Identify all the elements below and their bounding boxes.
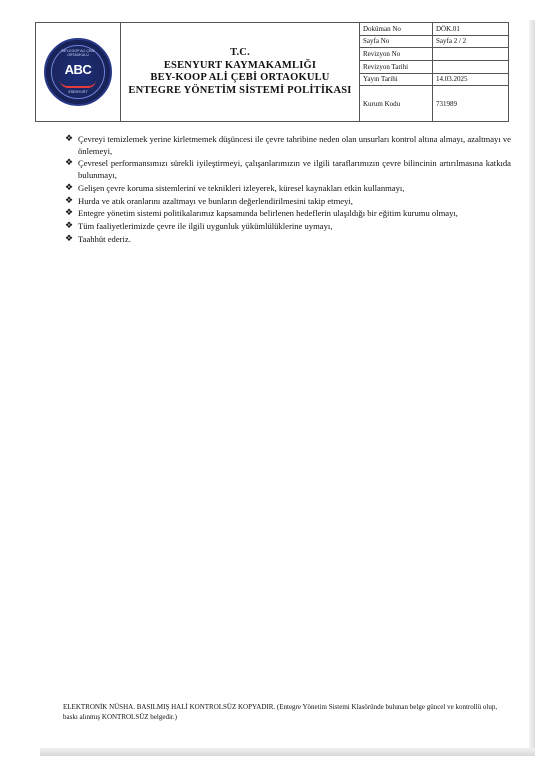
document-meta-table — [360, 23, 508, 121]
list-item-text: Hurda ve atık oranlarını azaltmayı ve bunların değerlendirilmesini takip etmeyi, — [78, 195, 353, 206]
footer-note: ELEKTRONİK NÜSHA. BASILMIŞ HALİ KONTROLSÜZ KOPYADIR. (Entegre Yönetim Sistemi Klasöründe bulunan belge güncel ve kontrollü olup, baskı alınmış KONTROLSÜZ belgedir.) — [63, 703, 498, 721]
list-item — [65, 221, 511, 233]
diamond-bullet-icon: ❖ — [65, 158, 74, 169]
list-item — [65, 183, 511, 195]
logo-top-text: BEY-KOOP ALİ ÇEBİ ORTAOKULU — [61, 49, 95, 57]
meta-key: Kurum Kodu — [360, 86, 433, 121]
meta-key: Revizyon No — [360, 48, 433, 61]
title-cell — [121, 23, 360, 122]
list-item-text: Entegre yönetim sistemi politikalarımız kapsamında belirlenen hedeflerin ulaşıldığı bir eğitim kurumu olmayı, — [78, 208, 458, 219]
school-logo-icon — [44, 38, 112, 106]
meta-key: Yayın Tarihi — [360, 73, 433, 86]
list-item — [65, 196, 511, 208]
list-item — [65, 158, 511, 181]
meta-cell — [360, 23, 509, 122]
diamond-bullet-icon: ❖ — [65, 195, 74, 206]
meta-value: 14.03.2025 — [433, 73, 509, 86]
list-item — [65, 134, 511, 157]
meta-value: DÖK.01 — [433, 23, 509, 35]
list-item-text: Çevreyi temizlemek yerine kirletmemek düşüncesi ile çevre tahribine neden olan unsurları kontrol altına almayı, azaltmayı ve önlemeyi, — [78, 134, 511, 156]
diamond-bullet-icon: ❖ — [65, 221, 74, 232]
meta-key: Doküman No — [360, 23, 433, 35]
document-header-table — [35, 22, 509, 122]
list-item-text: Taahhüt ederiz. — [78, 233, 131, 244]
diamond-bullet-icon: ❖ — [65, 182, 74, 193]
logo-bottom-text: ESENYURT — [68, 90, 88, 94]
title-line-3: BEY-KOOP ALİ ÇEBİ ORTAOKULU — [150, 72, 330, 83]
list-item-text: Gelişen çevre koruma sistemlerini ve teknikleri izleyerek, küresel kaynakları etkin kullanmayı, — [78, 182, 405, 193]
list-item-text: Tüm faaliyetlerimizde çevre ile ilgili uygunluk yükümlülüklerine uymayı, — [78, 221, 333, 232]
diamond-bullet-icon: ❖ — [65, 208, 74, 219]
meta-value — [433, 60, 509, 73]
meta-value — [433, 48, 509, 61]
list-item — [65, 208, 511, 220]
meta-key: Sayfa No — [360, 35, 433, 48]
title-line-1: T.C. — [230, 47, 250, 58]
page-shadow-bottom — [40, 748, 535, 756]
diamond-bullet-icon: ❖ — [65, 233, 74, 244]
list-item — [65, 234, 511, 246]
title-line-2: ESENYURT KAYMAKAMLIĞI — [163, 59, 317, 71]
meta-key: Revizyon Tarihi — [360, 60, 433, 73]
logo-cell — [36, 23, 121, 122]
title-line-4: ENTEGRE YÖNETİM SİSTEMİ POLİTİKASI — [128, 84, 352, 96]
logo-swoosh — [60, 80, 96, 88]
list-item-text: Çevresel performansımızı sürekli iyileştirmeyi, çalışanlarımızın ve ilgili taraflarımızın çevre bilincinin artırılmasına katkıda bulunmayı, — [78, 158, 511, 180]
logo-center-text: ABC — [64, 62, 92, 77]
page-shadow-right — [529, 20, 535, 748]
meta-value: Sayfa 2 / 2 — [433, 35, 509, 48]
diamond-bullet-icon: ❖ — [65, 134, 74, 144]
meta-value: 731989 — [436, 99, 457, 108]
policy-content — [65, 134, 511, 247]
